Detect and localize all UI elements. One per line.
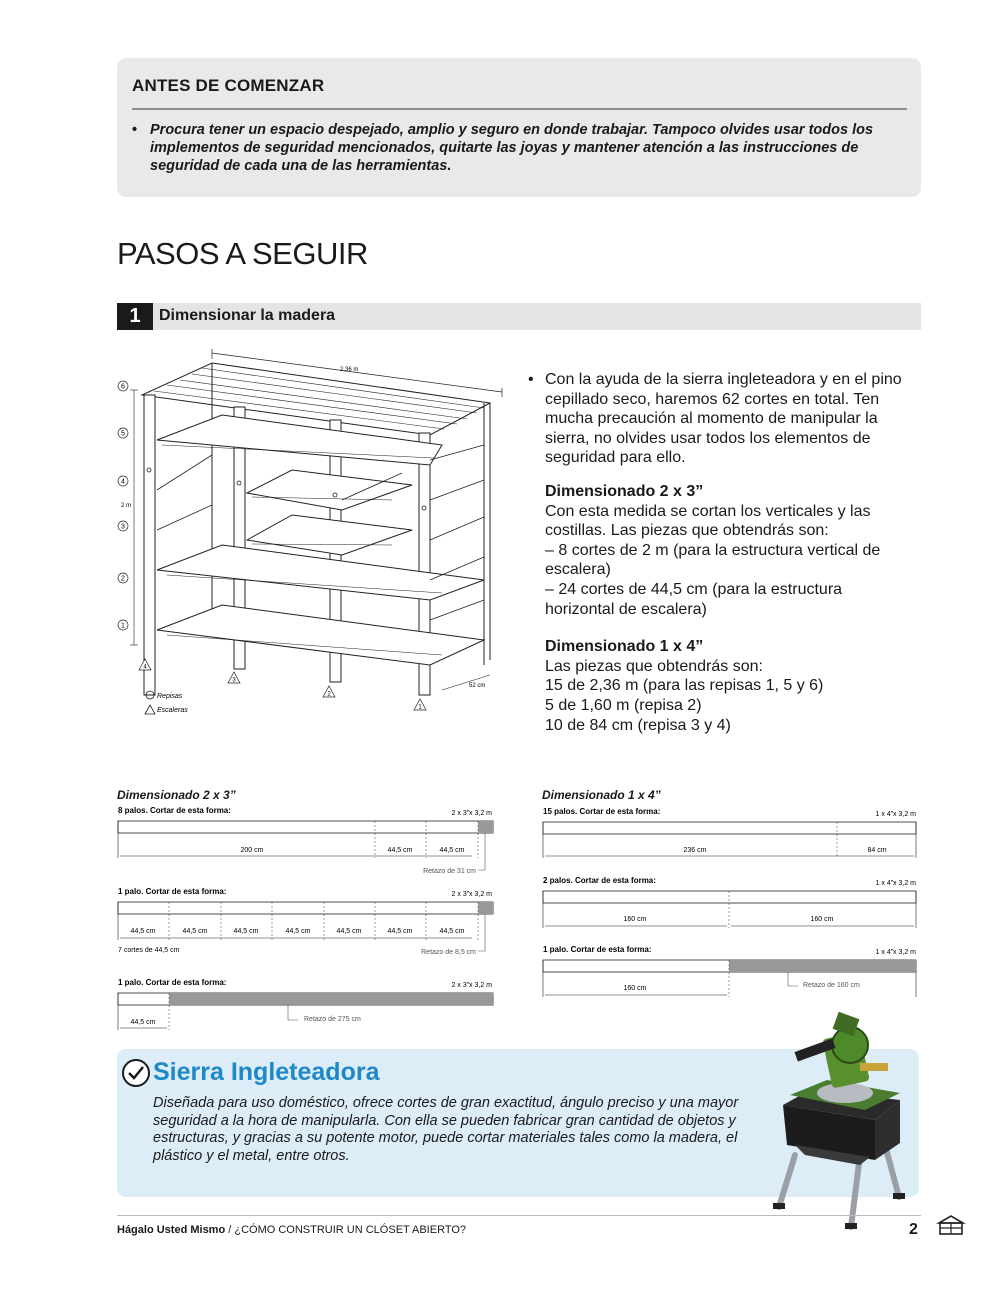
cut-measure: 44,5 cm: [233, 928, 259, 935]
bullet-icon: •: [132, 122, 138, 138]
shelf-marker-number: 2: [121, 575, 125, 583]
ladder-marker-number: 4: [143, 664, 147, 671]
cut-note: 7 cortes de 44,5 cm: [118, 947, 180, 954]
intro-bullet: [528, 370, 913, 468]
ladder-number-markers: [139, 659, 426, 711]
cut-measure: 236 cm: [683, 847, 707, 854]
legend-repisas: Repisas: [157, 693, 183, 700]
footer-separator: /: [225, 1224, 235, 1236]
tool-description: Diseñada para uso doméstico, ofrece cortes de gran exactitud, ángulo preciso y una mayor seguridad a la hora de manipularla. Con ella se pueden fabricar gran cantidad de objetos y estructuras, y gracias a su potente motor, puede cortar materiales tales como la madera, el plástico y el metal, entre otros.: [153, 1095, 739, 1164]
ladder-marker-number: 1: [418, 704, 422, 711]
cut-measure: 44,5 cm: [130, 928, 156, 935]
cut-measure: 160 cm: [623, 985, 647, 992]
d14-line: 5 de 1,60 m (repisa 2): [545, 696, 702, 714]
cuts-left-title: Dimensionado 2 x 3”: [117, 788, 236, 802]
depth-label: 52 cm: [469, 683, 486, 689]
footer-title: ¿CÓMO CONSTRUIR UN CLÓSET ABIERTO?: [234, 1224, 467, 1236]
cut-label: 1 palo. Cortar de esta forma:: [118, 887, 227, 896]
width-label: 2,36 m: [340, 367, 359, 373]
step-number: 1: [117, 303, 153, 330]
ladder-marker-number: 3: [232, 677, 236, 684]
cut-measure: 200 cm: [240, 847, 264, 854]
miter-saw-image: [765, 1005, 915, 1235]
cut-label: 2 palos. Cortar de esta forma:: [543, 876, 656, 885]
shelf-marker-number: 5: [121, 430, 125, 438]
shelf-marker-number: 1: [121, 622, 125, 630]
cuts-left-diagram: [112, 800, 502, 1035]
before-start-text: Procura tener un espacio despejado, amplio y seguro en donde trabajar. Tampoco olvides usar todos los implementos de seguridad mencionados, quitarte las joyas y mantener atención a las instrucciones de seguridad de cada una de las herramientas.: [150, 122, 874, 174]
house-icon: [936, 1214, 966, 1236]
bullet-icon: •: [528, 371, 534, 388]
shelf-marker-number: 3: [121, 523, 125, 531]
cut-measure: 84 cm: [867, 847, 887, 854]
check-circle-icon: [121, 1058, 151, 1088]
d14-line: 10 de 84 cm (repisa 3 y 4): [545, 716, 731, 734]
cuts-right-diagram: [537, 800, 922, 1000]
height-label: 2 m: [121, 503, 132, 509]
legend-escaleras: Escaleras: [157, 707, 188, 714]
cuts-right-title: Dimensionado 1 x 4”: [542, 788, 661, 802]
cut-size: 1 x 4”x 3,2 m: [875, 811, 916, 818]
ladder-marker-number: 2: [327, 691, 331, 698]
cut-size: 2 x 3”x 3,2 m: [451, 891, 492, 898]
step-bar: [117, 303, 921, 330]
cut-measure: 160 cm: [623, 916, 647, 923]
tool-title: Sierra Ingleteadora: [153, 1058, 380, 1086]
cut-label: 1 palo. Cortar de esta forma:: [543, 945, 652, 954]
cut-size: 1 x 4”x 3,2 m: [875, 949, 916, 956]
d23-line: – 24 cortes de 44,5 cm (para la estructura horizontal de escalera): [545, 580, 843, 618]
divider: [132, 108, 907, 110]
page-heading: PASOS A SEGUIR: [117, 236, 368, 271]
cut-scrap: Retazo de 160 cm: [803, 982, 860, 989]
cut-measure: 44,5 cm: [182, 928, 208, 935]
before-start-box: [117, 58, 921, 197]
cut-scrap: Retazo de 8,5 cm: [421, 949, 476, 956]
cut-scrap: Retazo de 31 cm: [423, 868, 476, 875]
cut-measure: 44,5 cm: [130, 1019, 156, 1026]
before-start-title: ANTES DE COMENZAR: [132, 76, 325, 95]
d23-line: Con esta medida se cortan los verticales y las costillas. Las piezas que obtendrás son:: [545, 502, 871, 540]
shelf-marker-number: 6: [121, 383, 125, 391]
footer-rule: [117, 1215, 921, 1216]
cut-measure: 44,5 cm: [285, 928, 311, 935]
triangle-legend-icon: [145, 705, 155, 714]
cut-measure: 44,5 cm: [336, 928, 362, 935]
cut-label: 1 palo. Cortar de esta forma:: [118, 978, 227, 987]
d14-line: 15 de 2,36 m (para las repisas 1, 5 y 6): [545, 677, 824, 695]
cut-size: 2 x 3”x 3,2 m: [451, 982, 492, 989]
footer-text: [117, 1224, 466, 1236]
cut-measure: 160 cm: [810, 916, 834, 923]
cut-scrap: Retazo de 275 cm: [304, 1016, 361, 1023]
d14-line: Las piezas que obtendrás son:: [545, 657, 763, 675]
d14-title: Dimensionado 1 x 4”: [545, 638, 704, 656]
shelf-drawing: [112, 345, 507, 720]
d23-title: Dimensionado 2 x 3”: [545, 482, 704, 500]
cut-label: 8 palos. Cortar de esta forma:: [118, 806, 231, 815]
cut-measure: 44,5 cm: [387, 847, 413, 854]
shelf-marker-number: 4: [121, 478, 125, 486]
cut-size: 1 x 4”x 3,2 m: [875, 880, 916, 887]
before-start-bullet: [132, 121, 892, 175]
step-title: Dimensionar la madera: [159, 307, 336, 324]
cut-measure: 44,5 cm: [439, 928, 465, 935]
cut-measure: 44,5 cm: [439, 847, 465, 854]
intro-text: Con la ayuda de la sierra ingleteadora y en el pino cepillado seco, haremos 62 cortes en total. Ten mucha precaución al momento de manipular la sierra, no olvides usar todos los elementos de seguridad para ello.: [545, 371, 902, 467]
step-description: [528, 370, 913, 735]
d23-line: – 8 cortes de 2 m (para la estructura vertical de escalera): [545, 541, 881, 579]
cut-size: 2 x 3”x 3,2 m: [451, 810, 492, 817]
cut-measure: 44,5 cm: [387, 928, 413, 935]
footer-brand: Hágalo Usted Mismo: [117, 1224, 226, 1236]
cut-label: 15 palos. Cortar de esta forma:: [543, 807, 661, 816]
page-number: 2: [909, 1221, 918, 1238]
